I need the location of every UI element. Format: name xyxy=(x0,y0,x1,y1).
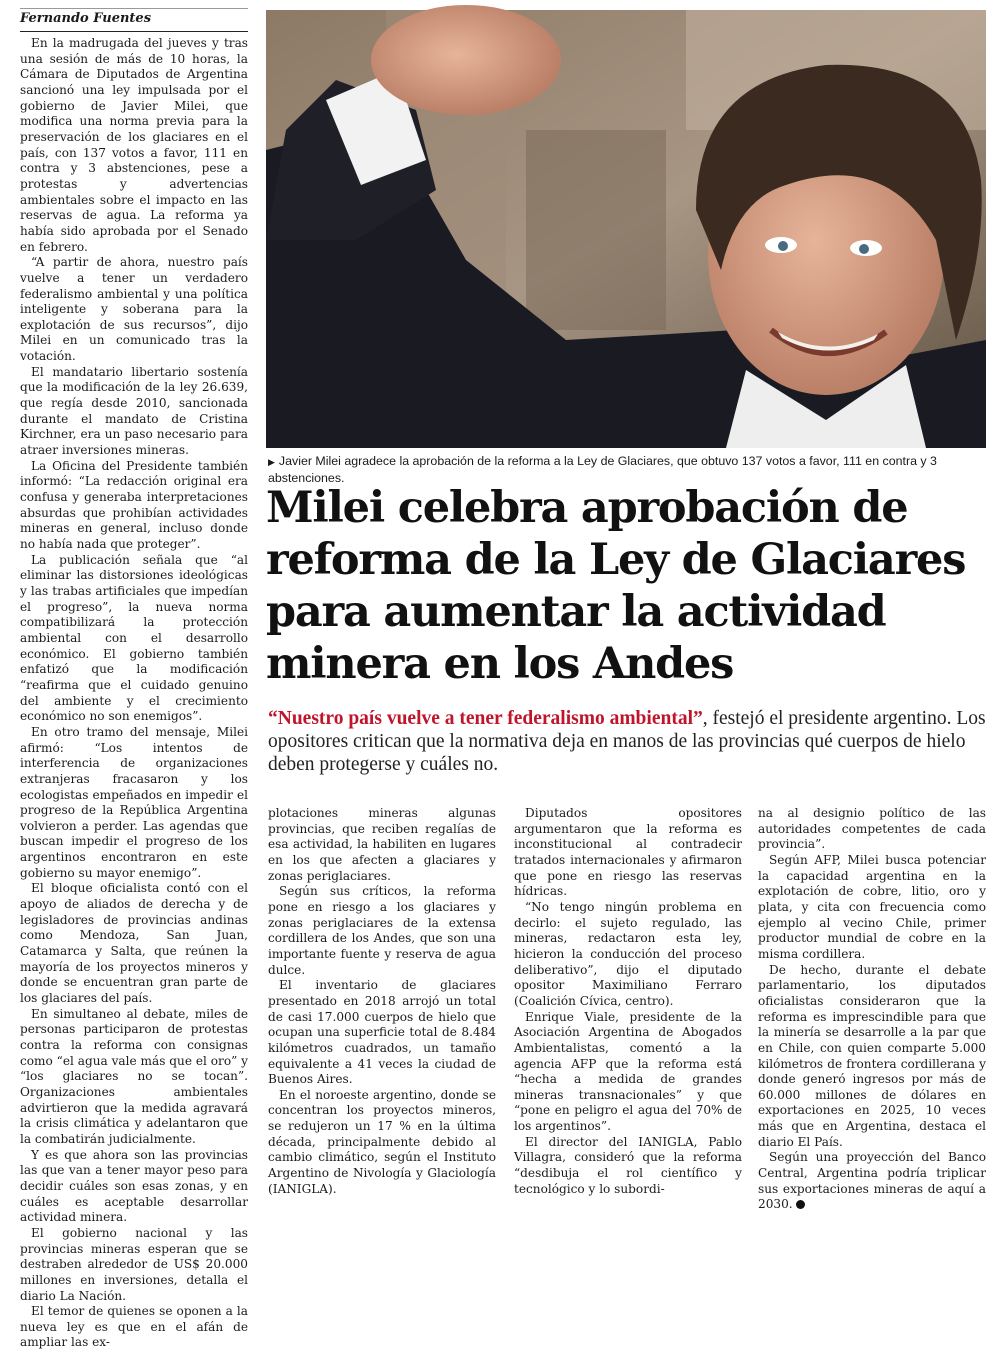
body-paragraph: El temor de quienes se oponen a la nueva ley es que en el afán de ampliar las ex- xyxy=(20,1304,248,1350)
photo-illustration xyxy=(266,10,986,448)
headline: Milei celebra aprobación de reforma de la Ley de Glaciares para aumentar la actividad minera en los Andes xyxy=(266,483,966,689)
article-column-bottom-3 xyxy=(758,806,986,1213)
byline: Fernando Fuentes xyxy=(20,10,248,32)
body-paragraph: Según AFP, Milei busca potenciar la capacidad argentina en la explotación de cobre, litio, oro y plata, y cita con frecuencia como ejemplo al vecino Chile, primer productor mundial de cobre en la misma cordillera. xyxy=(758,852,986,961)
body-paragraph: “No tengo ningún problema en decirlo: el sujeto regulado, las mineras, redactaron esta ley, hicieron la conducción del proceso deliberativo”, dijo el diputado opositor Maximiliano Ferraro (Coalición Cívica, centro). xyxy=(514,899,742,1008)
deck-quote: “Nuestro país vuelve a tener federalismo ambiental” xyxy=(268,708,703,729)
body-paragraph: En otro tramo del mensaje, Milei afirmó: “Los intentos de interferencia de organizaciones extranjeras fracasaron y los ecologistas empeñados en impedir el progreso de la República Argentina volvieron a perder. Las agendas que buscan impedir el progreso de los argentinos encontraron en este gobierno su mayor enemigo”. xyxy=(20,724,248,880)
body-paragraph: Y es que ahora son las provincias las que van a tener mayor peso para decidir cuáles son esas zonas, y en cuáles es aceptable desarrollar actividad minera. xyxy=(20,1147,248,1225)
article-column-bottom-1 xyxy=(268,806,496,1197)
body-paragraph: En simultaneo al debate, miles de personas participaron de protestas contra la reforma con consignas como “el agua vale más que el oro” y “los glaciares no se tocan”. Organizaciones ambientales advirtieron que la medida agravará la crisis climática y adelantaron que la combatirán judicialmente. xyxy=(20,1006,248,1146)
body-paragraph: El inventario de glaciares presentado en 2018 arrojó un total de casi 17.000 cuerpos de hielo que ocupan una superficie total de 8.484 kilómetros cuadrados, un tamaño equivalente a 41 veces la ciudad de Buenos Aires. xyxy=(268,978,496,1087)
deck xyxy=(268,707,988,776)
body-paragraph: “A partir de ahora, nuestro país vuelve a tener un verdadero federalismo ambiental y una política inteligente y soberana para la explotación de sus recursos”, dijo Milei en un comunicado tras la votación. xyxy=(20,255,248,364)
body-paragraph: Enrique Viale, presidente de la Asociación Argentina de Abogados Ambientalistas, comentó a la agencia AFP que la reforma está “hecha a medida de grandes mineras transnacionales” y que “pone en peligro el agua del 70% de los argentinos”. xyxy=(514,1009,742,1134)
deck-text: , festejó el presidente argentino. Los opositores critican que la normativa deja en manos de las provincias qué cuerpos de hielo deben protegerse y cuáles no. xyxy=(268,708,986,775)
body-paragraph: Según una proyección del Banco Central, Argentina podría triplicar sus exportaciones mineras de aquí a 2030. xyxy=(758,1150,986,1212)
body-paragraph: La Oficina del Presidente también informó: “La redacción original era confusa y generaba interpretaciones absurdas que prohibían actividades mineras en general, incluso donde no había nada que proteger”. xyxy=(20,458,248,551)
article-column-left xyxy=(20,36,248,1351)
body-paragraph: La publicación señala que “al eliminar las distorsiones ideológicas y las trabas artificiales que impedían el progreso”, la nueva norma compatibilizará la protección ambiental con el desarrollo económico. El gobierno también enfatizó que la modificación “reafirma que el cuidado genuino del ambiente y el crecimiento económico no son enemigos”. xyxy=(20,552,248,724)
article-column-bottom-2 xyxy=(514,806,742,1197)
body-paragraph: El bloque oficialista contó con el apoyo de aliados de derecha y de legisladores de provincias andinas como Mendoza, San Juan, Catamarca y Salta, que reúnen la mayoría de los proyectos mineros y donde se encuentran gran parte de los glaciares del país. xyxy=(20,881,248,1006)
caption-triangle-icon: ▶ xyxy=(268,457,275,467)
body-paragraph: plotaciones mineras algunas provincias, que reciben regalías de esa actividad, la habiliten en lugares en los que afecten a glaciares y zonas periglaciares. xyxy=(268,806,496,883)
body-paragraph: Diputados opositores argumentaron que la reforma es inconstitucional al contradecir tratados internacionales y afirmaron que pone en riesgo las reservas hídricas. xyxy=(514,806,742,899)
body-paragraph: El mandatario libertario sostenía que la modificación de la ley 26.639, que regía desde 2010, sancionada durante el mandato de Cristina Kirchner, era un paso necesario para atraer inversiones mineras. xyxy=(20,364,248,458)
lead-photo xyxy=(266,10,986,448)
body-paragraph: El director del IANIGLA, Pablo Villagra, consideró que la reforma “desdibuja el rol científico y tecnológico y lo subordi- xyxy=(514,1134,742,1196)
body-paragraph: El gobierno nacional y las provincias mineras esperan que se destraben alrededor de US$ 20.000 millones en inversiones, detalla el diario La Nación. xyxy=(20,1225,248,1303)
byline-rule xyxy=(20,8,248,9)
body-paragraph: De hecho, durante el debate parlamentario, los diputados oficialistas consideraron que la reforma es imprescindible para que la minería se desarrolle a la par que en Chile, con quien comparte 5.000 kilómetros de frontera cordillerana y donde generó ingresos por más de 60.000 millones de dólares en exportaciones en 2025, 10 veces más que en Argentina, destaca el diario El País. xyxy=(758,962,986,1149)
body-paragraph: Según sus críticos, la reforma pone en riesgo a los glaciares y zonas periglaciares de la extensa cordillera de los Andes, que son una importante fuente y reserva de agua dulce. xyxy=(268,884,496,977)
body-paragraph: En el noroeste argentino, donde se concentran los proyectos mineros, se redujeron un 17 % en la última década, principalmente debido al cambio climático, según el Instituto Argentino de Nivología y Glaciología (IANIGLA). xyxy=(268,1087,496,1196)
photo-caption-text: Javier Milei agradece la aprobación de la reforma a la Ley de Glaciares, que obtuvo 137 votos a favor, 111 en contra y 3 abstenciones. xyxy=(268,454,937,485)
body-paragraph: na al designio político de las autoridades competentes de cada provincia”. xyxy=(758,806,986,852)
end-mark-icon xyxy=(796,1200,805,1209)
body-paragraph: En la madrugada del jueves y tras una sesión de más de 10 horas, la Cámara de Diputados de Argentina sancionó una ley impulsada por el gobierno de Javier Milei, que modifica una norma previa para la preservación de los glaciares en el país, con 137 votos a favor, 111 en contra y 3 abstenciones, pese a protestas y advertencias ambientales sobre el impacto en las reservas de agua. La reforma ya había sido aprobada por el Senado en febrero. xyxy=(20,36,248,254)
